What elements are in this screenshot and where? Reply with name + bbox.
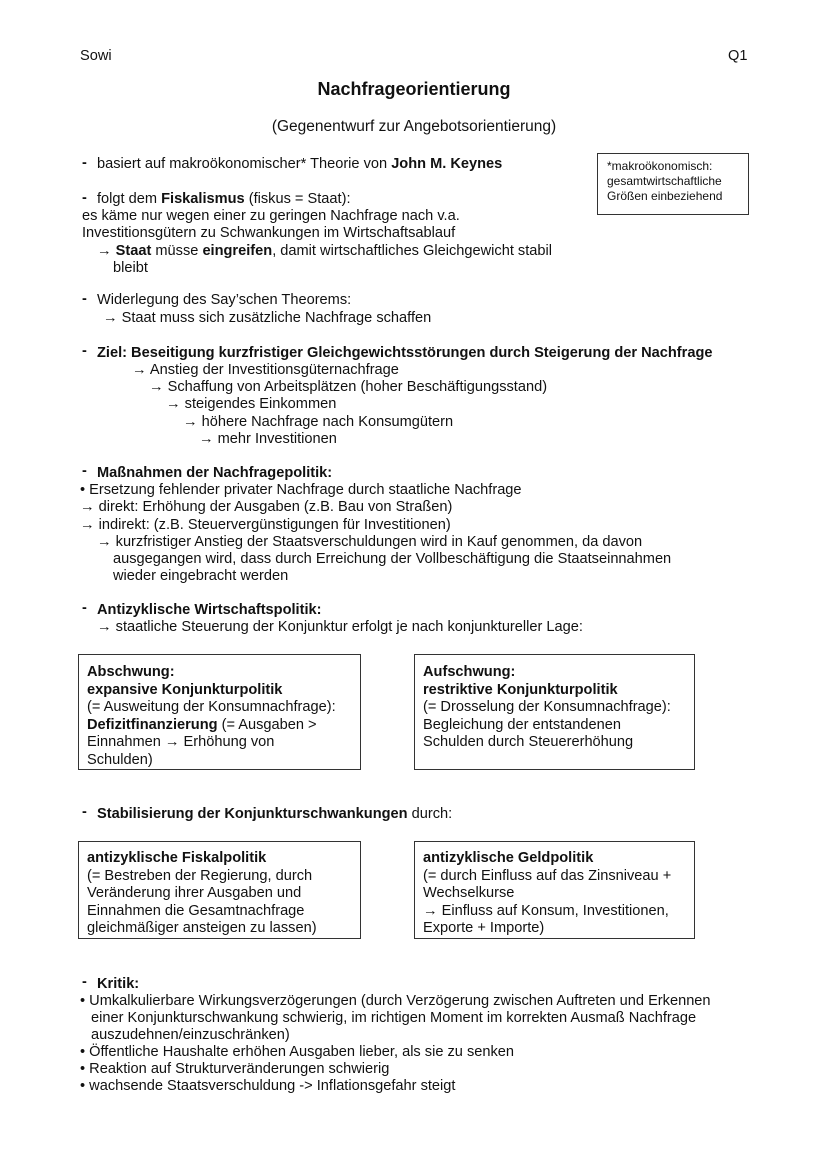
fiskalismus-line: folgt dem Fiskalismus (fiskus = Staat): [97, 191, 351, 207]
box-line: Wechselkurse [423, 885, 515, 901]
page-title: Nachfrageorientierung [317, 79, 511, 99]
box-line: Einnahmen → Erhöhung von [87, 734, 275, 750]
massnahmen-heading: Maßnahmen der Nachfragepolitik: [97, 465, 333, 481]
side-note-box [597, 153, 749, 215]
dash-bullet: - [82, 155, 87, 171]
side-note-line: gesamtwirtschaftliche [607, 174, 722, 188]
box-heading: expansive Konjunkturpolitik [87, 681, 283, 698]
box-line: Einnahmen die Gesamtnachfrage [87, 902, 305, 919]
dash-bullet: - [82, 600, 87, 616]
text-line: → staatliche Steuerung der Konjunktur erfolgt je nach konjunktureller Lage: [97, 619, 583, 635]
dash-bullet: - [82, 291, 87, 307]
text-line: einer Konjunkturschwankung schwierig, im richtigen Moment im korrekten Ausmaß Nachfrage [91, 1010, 697, 1026]
box-heading: antizyklische Fiskalpolitik [87, 850, 267, 866]
side-note-line: *makroökonomisch: [607, 159, 713, 173]
text-line: • Reaktion auf Strukturveränderungen schwierig [80, 1061, 390, 1077]
kritik-heading: Kritik: [97, 976, 140, 992]
text-line: Investitionsgütern zu Schwankungen im Wirtschaftsablauf [82, 225, 456, 241]
antizyklisch-heading: Antizyklische Wirtschaftspolitik: [97, 602, 322, 618]
dash-bullet: - [82, 974, 87, 990]
chain-item: → höhere Nachfrage nach Konsumgütern [183, 414, 454, 430]
text-line: • wachsende Staatsverschuldung -> Inflationsgefahr steigt [80, 1078, 456, 1094]
box-line: Veränderung ihrer Ausgaben und [87, 885, 302, 901]
text-line: → direkt: Erhöhung der Ausgaben (z.B. Bau von Straßen) [80, 499, 453, 515]
box-line: Begleichung der entstandenen [423, 716, 621, 733]
box-line: (= Drosselung der Konsumnachfrage): [423, 699, 671, 715]
text-line: auszudehnen/einzuschränken) [91, 1027, 290, 1043]
dash-bullet: - [82, 463, 87, 479]
chain-item: → mehr Investitionen [199, 431, 337, 447]
ziel-heading: Ziel: Beseitigung kurzfristiger Gleichgewichtsstörungen durch Steigerung der Nachfrage [97, 345, 713, 361]
subject-label: Sowi [80, 48, 112, 64]
fiskalpolitik-box [78, 841, 361, 939]
text-line: → kurzfristiger Anstieg der Staatsverschuldungen wird in Kauf genommen, da davon [97, 534, 643, 550]
text-line: → indirekt: (z.B. Steuervergünstigungen für Investitionen) [80, 517, 451, 533]
stabilisierung-line: Stabilisierung der Konjunkturschwankungen durch: [97, 806, 453, 822]
text-line: → Staat muss sich zusätzliche Nachfrage schaffen [103, 310, 432, 326]
chain-item: → Anstieg der Investitionsgüternachfrage [132, 362, 399, 378]
keynes-line: basiert auf makroökonomischer* Theorie von John M. Keynes [97, 156, 503, 172]
staat-eingreifen-line: → Staat müsse eingreifen, damit wirtschaftliches Gleichgewicht stabil [97, 243, 553, 259]
course-label: Q1 [728, 48, 748, 64]
box-heading: Abschwung: [87, 664, 175, 680]
text-line: • Öffentliche Haushalte erhöhen Ausgaben lieber, als sie zu senken [80, 1044, 515, 1060]
box-line: (= Bestreben der Regierung, durch [87, 867, 313, 884]
box-line: (= durch Einfluss auf das Zinsniveau + [423, 867, 672, 884]
box-line: Defizitfinanzierung (= Ausgaben > [87, 716, 317, 733]
dash-bullet: - [82, 343, 87, 359]
dash-bullet: - [82, 190, 87, 206]
chain-item: → Schaffung von Arbeitsplätzen (hoher Beschäftigungsstand) [149, 379, 548, 395]
text-line: Widerlegung des Say’schen Theorems: [97, 292, 352, 308]
dash-bullet: - [82, 804, 87, 820]
text-line: • Ersetzung fehlender privater Nachfrage durch staatliche Nachfrage [80, 482, 522, 498]
box-heading: antizyklische Geldpolitik [423, 850, 594, 866]
side-note-line: Größen einbeziehend [607, 189, 723, 203]
text-line: bleibt [113, 260, 148, 276]
text-line: wieder eingebracht werden [113, 568, 289, 584]
text-line: • Umkalkulierbare Wirkungsverzögerungen (durch Verzögerung zwischen Auftreten und Erkennen [80, 993, 711, 1009]
chain-item: → steigendes Einkommen [166, 396, 337, 412]
box-line: Exporte + Importe) [423, 920, 545, 936]
box-line: → Einfluss auf Konsum, Investitionen, [423, 902, 669, 919]
text-line: es käme nur wegen einer zu geringen Nachfrage nach v.a. [82, 208, 460, 224]
box-heading: Aufschwung: [423, 664, 516, 680]
text-line: ausgegangen wird, dass durch Erreichung der Vollbeschäftigung die Staatseinnahmen [113, 551, 672, 567]
geldpolitik-box [414, 841, 695, 939]
abschwung-box [78, 654, 361, 770]
box-heading: restriktive Konjunkturpolitik [423, 681, 618, 698]
box-line: Schulden) [87, 751, 153, 768]
box-line: Schulden durch Steuererhöhung [423, 734, 634, 750]
box-line: (= Ausweitung der Konsumnachfrage): [87, 699, 336, 715]
page-subtitle: (Gegenentwurf zur Angebotsorientierung) [271, 118, 557, 135]
box-line: gleichmäßiger ansteigen zu lassen) [87, 920, 317, 936]
aufschwung-box [414, 654, 695, 770]
